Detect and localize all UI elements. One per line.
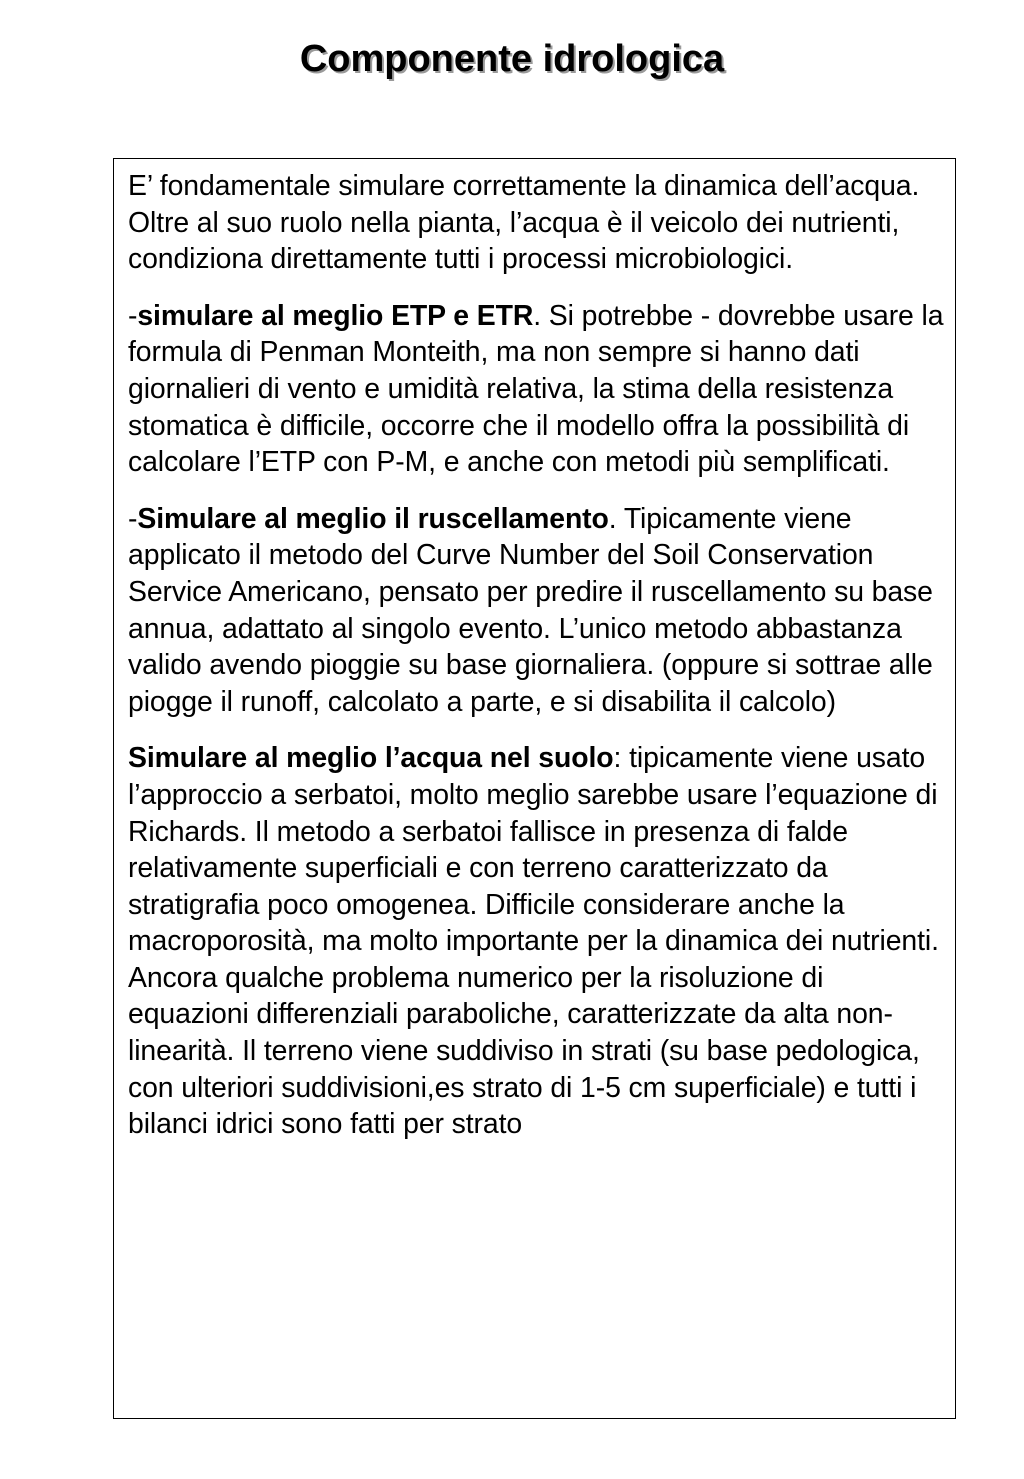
paragraph-intro xyxy=(128,168,945,278)
paragraph-dash: - xyxy=(128,299,138,332)
text-box xyxy=(113,158,956,1419)
paragraph-heading: simulare al meglio ETP e ETR xyxy=(137,299,534,332)
paragraph-text: : tipicamente viene usato l’approccio a serbatoi, molto meglio sarebbe usare l’equazione di Richards. Il metodo a serbatoi fallisce in presenza di falde relativamente superficiali e con terreno caratterizzato da stratigrafia poco omogenea. Difficile considerare anche la macroporosità, ma molto importante per la dinamica dei nutrienti. Ancora qualche problema numerico per la risoluzione di equazioni differenziali paraboliche, caratterizzate da alta non-linearità. Il terreno viene suddiviso in strati (su base pedologica, con ulteriori suddivisioni,es strato di 1-5 cm superficiale) e tutti i bilanci idrici sono fatti per strato xyxy=(128,742,939,1141)
paragraph-etp-etr xyxy=(128,298,945,481)
paragraph-text: E’ fondamentale simulare correttamente la dinamica dell’acqua. Oltre al suo ruolo nella pianta, l’acqua è il veicolo dei nutrienti, condiziona direttamente tutti i processi microbiologici. xyxy=(128,170,920,276)
page-title: Componente idrologica xyxy=(299,38,725,80)
paragraph-text: . Si potrebbe - dovrebbe usare la formula di Penman Monteith, ma non sempre si hanno dati giornalieri di vento e umidità relativa, la stima della resistenza stomatica è difficile, occorre che il modello offra la possibilità di calcolare l’ETP con P-M, e anche con metodi più semplificati. xyxy=(128,299,944,479)
paragraph-ruscellamento xyxy=(128,501,945,721)
paragraph-acqua-suolo xyxy=(128,740,945,1143)
paragraph-dash: - xyxy=(128,502,138,535)
paragraph-heading: Simulare al meglio il ruscellamento xyxy=(137,502,609,535)
paragraph-text: . Tipicamente viene applicato il metodo del Curve Number del Soil Conservation Service Americano, pensato per predire il ruscellamento su base annua, adattato al singolo evento. L’unico metodo abbastanza valido avendo pioggie su base giornaliera. (oppure si sottrae alle piogge il runoff, calcolato a parte, e si disabilita il calcolo) xyxy=(128,502,933,718)
paragraph-heading: Simulare al meglio l’acqua nel suolo xyxy=(128,742,614,775)
